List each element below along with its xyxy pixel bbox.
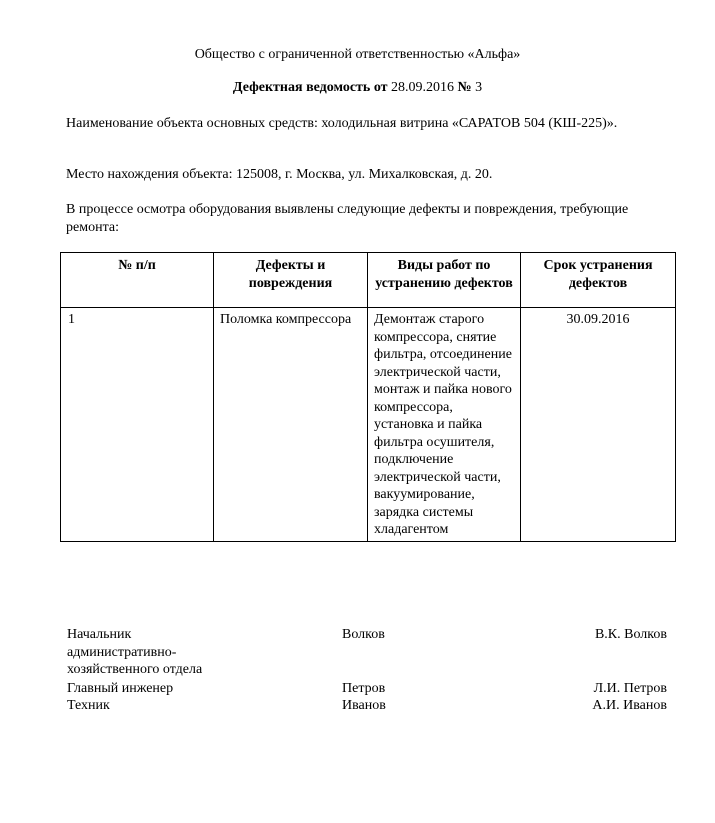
- organization-name: Общество с ограниченной ответственностью «Альфа»: [194, 47, 521, 62]
- header-number: № п/п: [61, 253, 214, 308]
- signer-position: Главный инженер: [67, 681, 174, 696]
- document-number: 3: [475, 80, 483, 95]
- row-deadline: 30.09.2016: [521, 308, 676, 542]
- signer-name: А.И. Иванов: [592, 698, 667, 713]
- document-date: 28.09.2016: [391, 80, 455, 95]
- signer-position: Начальник административно-хозяйственного отдела: [67, 627, 203, 677]
- defects-table: [60, 252, 676, 542]
- signer-signature: Петров: [342, 681, 386, 696]
- title-label: Дефектная ведомость от: [232, 80, 388, 95]
- table-row: [61, 308, 676, 542]
- row-defect: Поломка компрессора: [214, 308, 368, 542]
- signature-row: [0, 626, 715, 680]
- object-name: Наименование объекта основных средств: холодильная витрина «САРАТОВ 504 (КШ-225)».: [66, 116, 618, 131]
- header-deadline: Срок устранения дефектов: [521, 253, 676, 308]
- signer-position: Техник: [67, 698, 110, 713]
- inspection-intro: В процессе осмотра оборудования выявлены следующие дефекты и повреждения, требующие ремонта:: [66, 202, 629, 235]
- signer-signature: Волков: [342, 627, 385, 642]
- signer-signature: Иванов: [342, 698, 386, 713]
- row-works: Демонтаж старого компрессора, снятие фильтра, отсоединение электрической части, монтаж и пайка нового компрессора, установка и пайка фильтра осушителя, подключение электрической части, вакуумирование, зарядка системы хладагентом: [368, 308, 521, 542]
- object-location: Место нахождения объекта: 125008, г. Москва, ул. Михалковская, д. 20.: [66, 167, 493, 182]
- signer-name: Л.И. Петров: [593, 681, 667, 696]
- signer-name: В.К. Волков: [594, 627, 667, 642]
- signature-row: [0, 680, 715, 698]
- row-number: 1: [61, 308, 214, 542]
- signature-row: [0, 697, 715, 715]
- table-header-row: [61, 253, 676, 308]
- header-defects: Дефекты и повреждения: [214, 253, 368, 308]
- number-sign: №: [457, 80, 472, 95]
- document-title: [0, 79, 715, 97]
- header-works: Виды работ по устранению дефектов: [368, 253, 521, 308]
